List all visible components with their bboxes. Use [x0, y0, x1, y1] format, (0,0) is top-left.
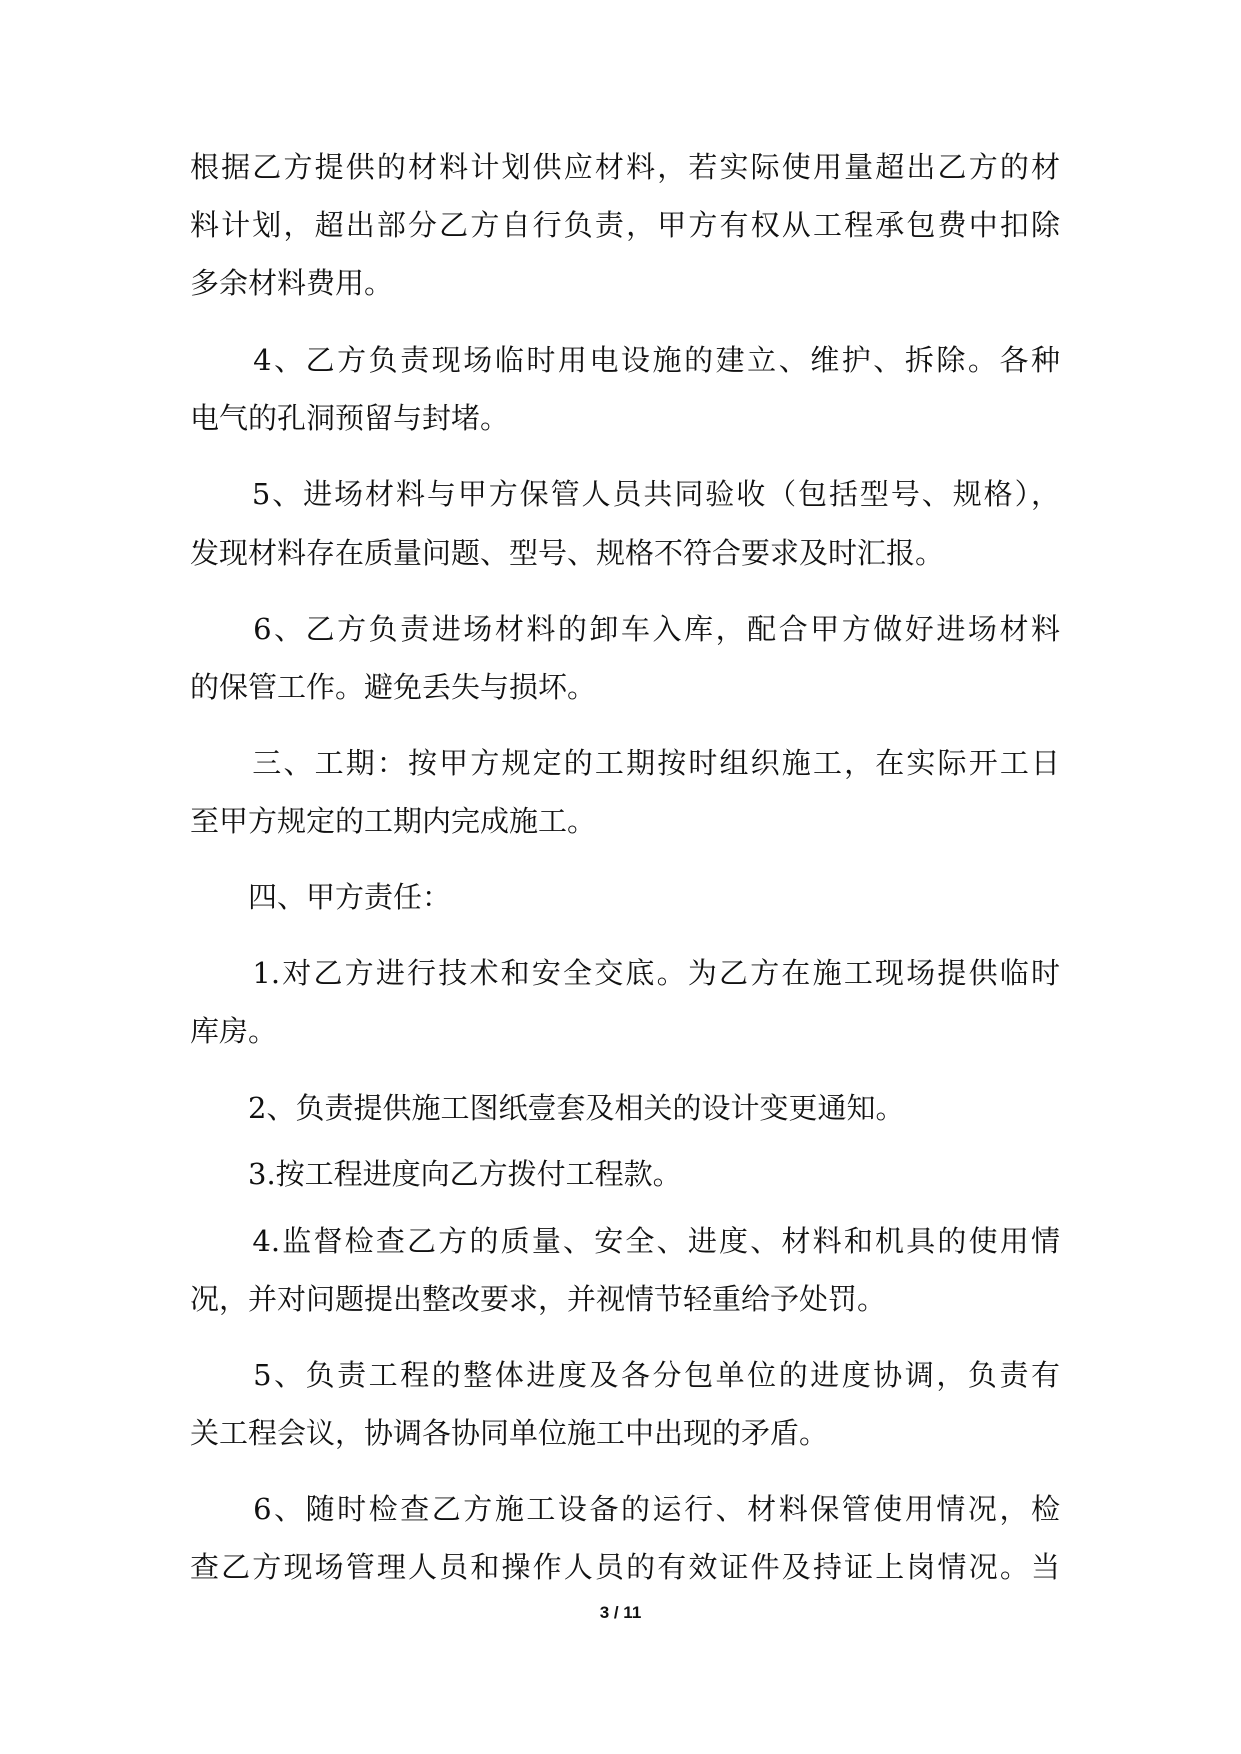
text-line: 2、负责提供施工图纸壹套及相关的设计变更通知。	[190, 1091, 905, 1125]
text-line: 6、随时检查乙方施工设备的运行、材料保管使用情况，检	[190, 1492, 1060, 1526]
text-line: 6、乙方负责进场材料的卸车入库，配合甲方做好进场材料	[190, 612, 1060, 646]
text-line: 5、负责工程的整体进度及各分包单位的进度协调，负责有	[190, 1358, 1060, 1392]
text-line: 3.按工程进度向乙方拨付工程款。	[190, 1157, 682, 1191]
text-line: 关工程会议，协调各协同单位施工中出现的矛盾。	[190, 1416, 829, 1450]
text-line: 多余材料费用。	[190, 266, 394, 300]
text-line: 至甲方规定的工期内完成施工。	[190, 804, 597, 838]
page-number: 3 / 11	[599, 1603, 642, 1622]
text-line: 4、乙方负责现场临时用电设施的建立、维护、拆除。各种	[190, 343, 1060, 377]
text-line: 三、工期：按甲方规定的工期按时组织施工，在实际开工日	[190, 746, 1060, 780]
text-line: 库房。	[190, 1014, 278, 1048]
text-line: 4.监督检查乙方的质量、安全、进度、材料和机具的使用情	[190, 1224, 1060, 1258]
text-line: 查乙方现场管理人员和操作人员的有效证件及持证上岗情况。当	[190, 1550, 1060, 1584]
text-line: 料计划，超出部分乙方自行负责，甲方有权从工程承包费中扣除	[190, 208, 1060, 242]
text-line: 发现材料存在质量问题、型号、规格不符合要求及时汇报。	[190, 536, 945, 570]
text-line: 况，并对问题提出整改要求，并视情节轻重给予处罚。	[190, 1282, 887, 1316]
section-heading: 四、甲方责任：	[190, 880, 452, 914]
text-line: 1.对乙方进行技术和安全交底。为乙方在施工现场提供临时	[190, 956, 1060, 990]
text-line: 根据乙方提供的材料计划供应材料，若实际使用量超出乙方的材	[190, 150, 1060, 184]
text-line: 电气的孔洞预留与封堵。	[190, 401, 510, 435]
text-line: 的保管工作。避免丢失与损坏。	[190, 670, 597, 704]
text-line: 5、进场材料与甲方保管人员共同验收（包括型号、规格），	[190, 477, 1060, 511]
